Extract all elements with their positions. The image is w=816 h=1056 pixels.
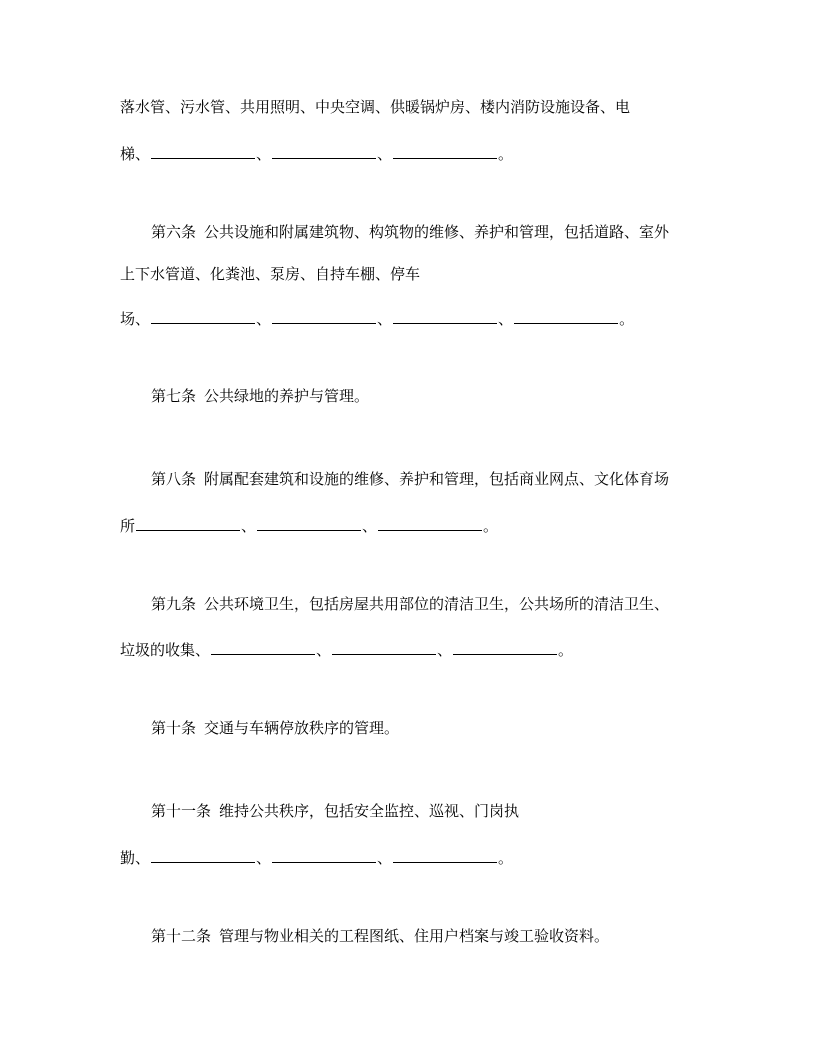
line-text: 交通与车辆停放秩序的管理。 xyxy=(204,719,400,737)
fill-blank[interactable] xyxy=(272,141,376,159)
line-text: 所 xyxy=(120,517,136,535)
fill-blank[interactable] xyxy=(257,513,361,531)
fill-blank[interactable] xyxy=(151,306,255,324)
line-text: 垃圾的收集、 xyxy=(120,641,211,659)
period: 。 xyxy=(498,145,514,163)
period: 。 xyxy=(483,517,499,535)
fill-blank[interactable] xyxy=(393,306,497,324)
fill-blank[interactable] xyxy=(453,637,557,655)
fill-blank[interactable] xyxy=(211,637,315,655)
separator: 、 xyxy=(256,145,272,163)
text-line xyxy=(120,141,513,164)
line-text: 公共环境卫生，包括房屋共用部位的清洁卫生，公共场所的清洁卫生、 xyxy=(204,595,670,613)
text-line xyxy=(120,306,634,329)
article-number: 第八条 xyxy=(151,470,197,488)
line-text: 公共绿地的养护与管理。 xyxy=(204,387,370,405)
separator: 、 xyxy=(362,517,378,535)
fill-blank[interactable] xyxy=(151,845,255,863)
fill-blank[interactable] xyxy=(393,141,497,159)
article-6 xyxy=(151,222,669,242)
text-line xyxy=(120,845,513,868)
period: 。 xyxy=(619,310,635,328)
article-number: 第九条 xyxy=(151,595,197,613)
article-7 xyxy=(151,386,369,406)
article-9 xyxy=(151,594,669,614)
separator: 、 xyxy=(256,849,272,867)
text-line xyxy=(120,637,573,660)
line-text: 落水管、污水管、共用照明、中央空调、供暖锅炉房、楼内消防设施设备、电 xyxy=(120,98,631,116)
line-text: 梯、 xyxy=(120,145,151,163)
line-text: 勤、 xyxy=(120,849,151,867)
period: 。 xyxy=(498,849,514,867)
separator: 、 xyxy=(498,310,514,328)
fill-blank[interactable] xyxy=(514,306,618,324)
fill-blank[interactable] xyxy=(136,513,240,531)
fill-blank[interactable] xyxy=(393,845,497,863)
text-line xyxy=(120,513,498,536)
article-number: 第十条 xyxy=(151,719,197,737)
line-text: 管理与物业相关的工程图纸、住用户档案与竣工验收资料。 xyxy=(219,927,610,945)
line-text: 维持公共秩序，包括安全监控、巡视、门岗执 xyxy=(219,802,520,820)
article-8 xyxy=(151,469,669,489)
article-number: 第七条 xyxy=(151,387,197,405)
article-number: 第六条 xyxy=(151,223,197,241)
fill-blank[interactable] xyxy=(272,845,376,863)
article-10 xyxy=(151,718,399,738)
separator: 、 xyxy=(377,849,393,867)
separator: 、 xyxy=(437,641,453,659)
text-line xyxy=(120,97,630,117)
line-text: 上下水管道、化粪池、泵房、自持车棚、停车 xyxy=(120,265,421,283)
separator: 、 xyxy=(241,517,257,535)
article-number: 第十一条 xyxy=(151,802,212,820)
line-text: 场、 xyxy=(120,310,151,328)
line-text: 公共设施和附属建筑物、构筑物的维修、养护和管理，包括道路、室外 xyxy=(204,223,670,241)
separator: 、 xyxy=(256,310,272,328)
separator: 、 xyxy=(377,310,393,328)
fill-blank[interactable] xyxy=(332,637,436,655)
separator: 、 xyxy=(377,145,393,163)
fill-blank[interactable] xyxy=(151,141,255,159)
article-12 xyxy=(151,926,609,946)
separator: 、 xyxy=(316,641,332,659)
article-number: 第十二条 xyxy=(151,927,212,945)
fill-blank[interactable] xyxy=(272,306,376,324)
line-text: 附属配套建筑和设施的维修、养护和管理，包括商业网点、文化体育场 xyxy=(204,470,670,488)
fill-blank[interactable] xyxy=(378,513,482,531)
article-11 xyxy=(151,801,519,821)
period: 。 xyxy=(558,641,574,659)
text-line xyxy=(120,264,420,284)
